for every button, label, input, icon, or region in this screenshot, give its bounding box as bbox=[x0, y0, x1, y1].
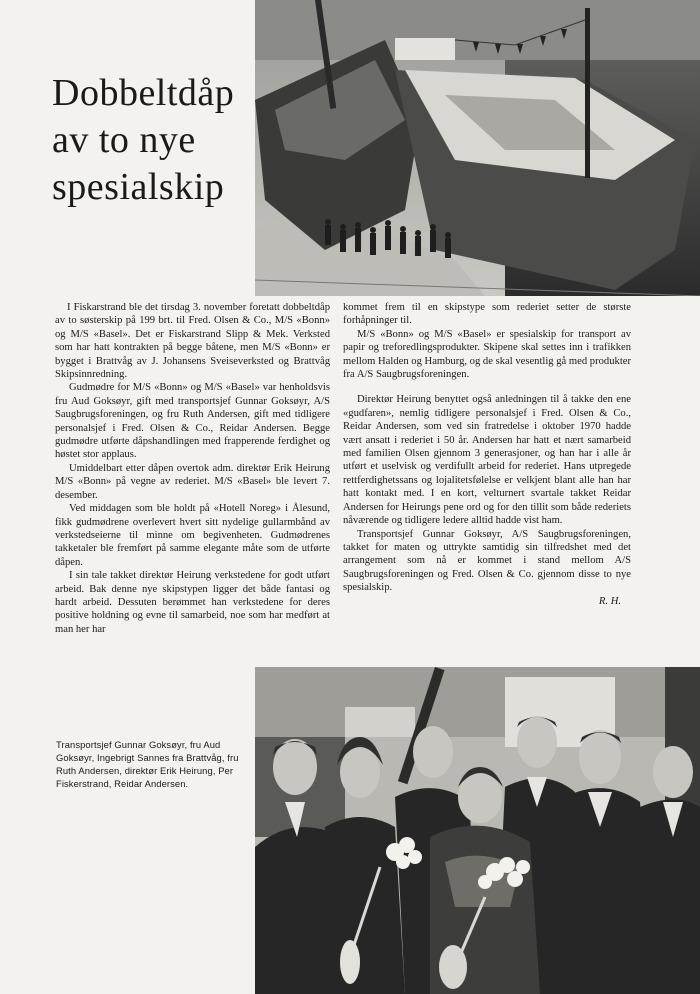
title-line-3: spesialskip bbox=[52, 166, 225, 208]
group-portrait-photo bbox=[255, 667, 700, 994]
article-left-column bbox=[55, 301, 330, 636]
paragraph-2: Gudmødre for M/S «Bonn» og M/S «Basel» var henholdsvis fru Aud Goksøyr, gift med transportsjef Gunnar Goksøyr, A/S Saugbrugsforeningen, og fru Ruth Andersen, gift med tidligere personalsjef i Fred. Olsen & Co., Reidar Andersen. Begge gudmødre utførte dåpshandlingen med frapperende ferdighet og høstet stor applaus. bbox=[55, 382, 330, 461]
paragraph-4: Ved middagen som ble holdt på «Hotell Noreg» i Ålesund, fikk gudmødrene overlevert hvert sitt nydelige gullarmbånd av verkstedseierne til minne om begivenheten. Gudmødrenes takketaler ble fremført på samme elegante måte som de utførte dåpen. bbox=[55, 503, 330, 568]
title-line-2: av to nye bbox=[52, 119, 196, 161]
group-photo-illustration bbox=[255, 667, 700, 994]
ship-christening-photo bbox=[255, 0, 700, 296]
paragraph-6: kommet frem til en skipstype som rederiet setter de største forhåpninger til. bbox=[343, 302, 631, 327]
paragraph-8: Direktør Heirung benyttet også anledningen til å takke den ene «gudfaren», nemlig tidligere personalsjef i Fred. Olsen & Co., Reidar Andersen, som ved sin fratredelse i oktober 1970 hadde vært ansatt i rederiet i 50 år. Andersen har hatt et nært samarbeid med familien Olsen gjennom 3 generasjoner, og han har i alle år utført et uselvisk og verdifullt arbeid for rederiet. Hans utpregede rettferdighetssans og lojalitetsfølelse er velkjent blant alle han har hatt kontakt med. I en kort, velturnert svartale takket Reidar Andersen for Heirungs pene ord og for den tillit som både rederiets nåværende og tidligere ledere alltid hadde vist ham. bbox=[343, 394, 631, 527]
paragraph-9: Transportsjef Gunnar Goksøyr, A/S Saugbrugsforeningen, takket for maten og uttrykte samtidig sin tilfredshet med det arrangement som nå er kommet i stand mellom A/S Saugbrugsforeningen og Fred. Olsen & Co. gjennom disse to nye spesialskip. bbox=[343, 528, 631, 594]
paragraph-1: I Fiskarstrand ble det tirsdag 3. november foretatt dobbeltdåp av to søsterskip på 199 brt. til Fred. Olsen & Co., M/S «Bonn» og M/S «Basel». Det er Fiskarstrand Slipp & Mek. Verksted som har hatt kontrakten på begge båtene, men M/S «Bonn» er bygget i Brattvåg av J. Johansens Sveiseverksted og Brattvåg Skipsinnredning. bbox=[55, 302, 330, 381]
article-title bbox=[52, 70, 262, 211]
paragraph-5: I sin tale takket direktør Heirung verkstedene for godt utført arbeid. Bak denne nye skipstypen ligger det både fantasi og hardt arbeid. Dessuten berømmet han verkstedene for deres positive holdning og evne til samarbeid, noe som har medført at man her har bbox=[55, 570, 330, 635]
photo-caption: Transportsjef Gunnar Goksøyr, fru Aud Goksøyr, Ingebrigt Sannes fra Brattvåg, fru Ruth Andersen, direktør Erik Heirung, Per Fiskerstrand, Reidar Andersen. bbox=[56, 739, 239, 789]
article-right-column bbox=[343, 301, 631, 608]
title-line-1: Dobbeltdåp bbox=[52, 72, 235, 114]
author-signature: R. H. bbox=[598, 595, 621, 607]
ship-photo-illustration bbox=[255, 0, 700, 296]
paragraph-3: Umiddelbart etter dåpen overtok adm. direktør Erik Heirung M/S «Bonn» på vegne av rederiet. M/S «Basel» ble levert 7. desember. bbox=[55, 462, 330, 501]
paragraph-7: M/S «Bonn» og M/S «Basel» er spesialskip for transport av papir og treforedlingsprodukter. Skipene skal settes inn i trafikken mellom Halden og Hamburg, og de skal vesentlig gå med produkter fra A/S Saugbrugsforeningen. bbox=[343, 328, 631, 381]
